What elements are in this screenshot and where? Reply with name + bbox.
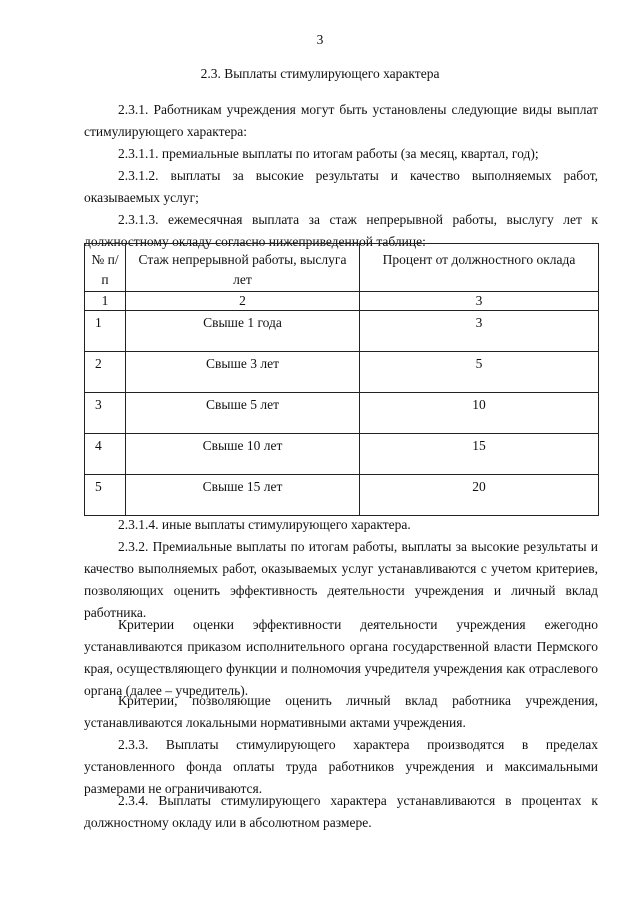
row-seniority: Свыше 3 лет	[126, 352, 360, 393]
row-number: 5	[85, 475, 126, 516]
row-seniority: Свыше 15 лет	[126, 475, 360, 516]
row-number: 3	[85, 393, 126, 434]
row-percent: 10	[360, 393, 599, 434]
header-number: № п/п	[85, 244, 126, 292]
header-seniority: Стаж непрерывной работы, выслуга лет	[126, 244, 360, 292]
paragraph-2-3-1: 2.3.1. Работникам учреждения могут быть установлены следующие виды выплат стимулирующего характера:	[84, 102, 598, 139]
row-number: 2	[85, 352, 126, 393]
table-header-row	[85, 244, 599, 292]
column-numbering-row	[85, 292, 599, 311]
paragraph-2-3-1-3: 2.3.1.3. ежемесячная выплата за стаж непрерывной работы, выслугу лет к должностному окладу согласно нижеприведенной таблице:	[84, 212, 598, 249]
row-seniority: Свыше 5 лет	[126, 393, 360, 434]
paragraph-2-3-4: 2.3.4. Выплаты стимулирующего характера устанавливаются в процентах к должностному окладу или в абсолютном размере.	[84, 793, 598, 830]
table-row	[85, 434, 599, 475]
paragraph-2-3-1-4: 2.3.1.4. иные выплаты стимулирующего характера.	[118, 517, 411, 532]
column-number: 1	[85, 292, 126, 311]
table-row	[85, 352, 599, 393]
row-percent: 5	[360, 352, 599, 393]
section-title: 2.3. Выплаты стимулирующего характера	[200, 66, 440, 81]
row-seniority: Свыше 1 года	[126, 311, 360, 352]
row-percent: 15	[360, 434, 599, 475]
row-number: 4	[85, 434, 126, 475]
paragraph-2-3-2: 2.3.2. Премиальные выплаты по итогам работы, выплаты за высокие результаты и качество выполняемых работ, оказываемых услуг устанавливаются с учетом критериев, позволяющих оценить эффективность деятельности учреждения и личный вклад работника.	[84, 539, 598, 620]
table-row	[85, 475, 599, 516]
header-percent: Процент от должностного оклада	[360, 244, 599, 292]
paragraph-2-3-3: 2.3.3. Выплаты стимулирующего характера производятся в пределах установленного фонда оплаты труда работников учреждения и максимальными размерами не ограничиваются.	[84, 737, 598, 796]
row-percent: 20	[360, 475, 599, 516]
table-row	[85, 393, 599, 434]
seniority-table	[84, 243, 599, 516]
paragraph-2-3-1-2: 2.3.1.2. выплаты за высокие результаты и качество выполняемых работ, оказываемых услуг;	[84, 168, 598, 205]
row-seniority: Свыше 10 лет	[126, 434, 360, 475]
table-row	[85, 311, 599, 352]
row-number: 1	[85, 311, 126, 352]
page-number: 3	[316, 32, 324, 47]
paragraph-criteria-efficiency: Критерии оценки эффективности деятельности учреждения ежегодно устанавливаются приказом исполнительного органа государственной власти Пермского края, осуществляющего функции и полномочия учредителя учреждения как отраслевого органа (далее – учредитель).	[84, 617, 598, 698]
column-number: 3	[360, 292, 599, 311]
row-percent: 3	[360, 311, 599, 352]
paragraph-2-3-1-1: 2.3.1.1. премиальные выплаты по итогам работы (за месяц, квартал, год);	[118, 146, 539, 161]
paragraph-criteria-personal: Критерии, позволяющие оценить личный вклад работника учреждения, устанавливаются локальными нормативными актами учреждения.	[84, 693, 598, 730]
column-number: 2	[126, 292, 360, 311]
